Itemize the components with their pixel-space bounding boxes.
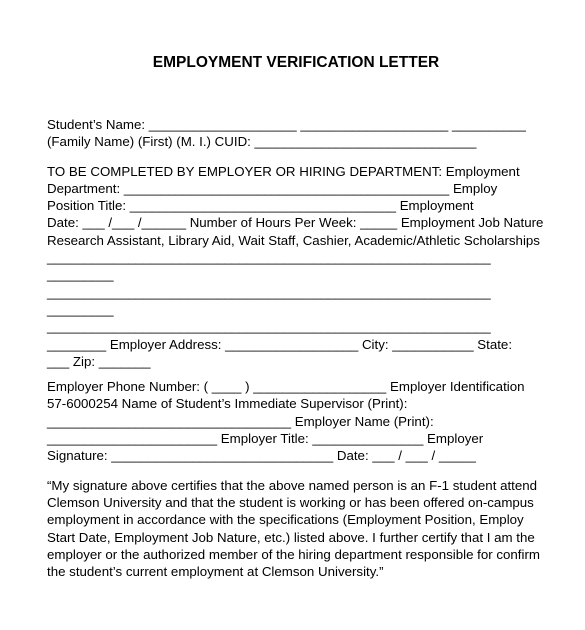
document-body [47,116,547,580]
blank-line: ____________________________________________________________ [47,284,491,300]
certification-line: employment in accordance with the specifications (Employment Position, Employ [47,512,524,528]
student-name-line: Student’s Name: ____________________ ____________________ __________ [47,117,526,132]
certification-statement [47,477,542,581]
certification-line: “My signature above certifies that the above named person is an F-1 student attend [47,477,538,493]
employer-phone-line: Employer Phone Number: ( ____ ) __________________ Employer Identification [47,379,525,395]
certification-line: Clemson University and that the student is working or has been offered on-campus [47,494,534,510]
blank-line: ____________________________________________________________ [47,250,491,266]
certification-line: employer or the authorized member of the hiring department responsible for confirm [47,546,540,562]
certification-line: Start Date, Employment Job Nature, etc.) listed above. I further certify that I am the [47,529,535,545]
employer-instructions-line: TO BE COMPLETED BY EMPLOYER OR HIRING DEPARTMENT: Employment [47,163,520,179]
employer-title-line: _______________________ Employer Title: _______________ Employer [47,431,484,447]
employer-address-line: ________ Employer Address: __________________ City: ___________ State: [47,336,513,352]
employer-section [47,163,547,371]
employer-contact-section [47,378,547,464]
position-title-line: Position Title: ____________________________________ Employment [47,198,474,214]
document-title: EMPLOYMENT VERIFICATION LETTER [152,54,440,71]
blank-line: _________ [47,267,114,283]
certification-line: the student’s current employment at Clemson University.” [47,564,384,580]
supervisor-name-line: 57-6000254 Name of Student’s Immediate Supervisor (Print): [47,396,408,412]
department-line: Department: ____________________________________________ Employ [47,180,498,196]
blank-line: ____________________________________________________________ [47,319,491,335]
signature-date-line: Signature: ______________________________ Date: ___ / ___ / _____ [47,448,476,464]
date-hours-line: Date: ___ /___ /______ Number of Hours Per Week: _____ Employment Job Nature [47,215,544,231]
student-cuid-line: (Family Name) (First) (M. I.) CUID: ______________________________ [47,134,477,150]
student-info-section [47,116,547,151]
zip-line: ___ Zip: _______ [47,353,151,369]
employer-name-line: _________________________________ Employer Name (Print): [47,413,434,429]
blank-line: _________ [47,301,114,317]
job-nature-examples-line: Research Assistant, Library Aid, Wait Staff, Cashier, Academic/Athletic Scholarships [47,232,540,248]
